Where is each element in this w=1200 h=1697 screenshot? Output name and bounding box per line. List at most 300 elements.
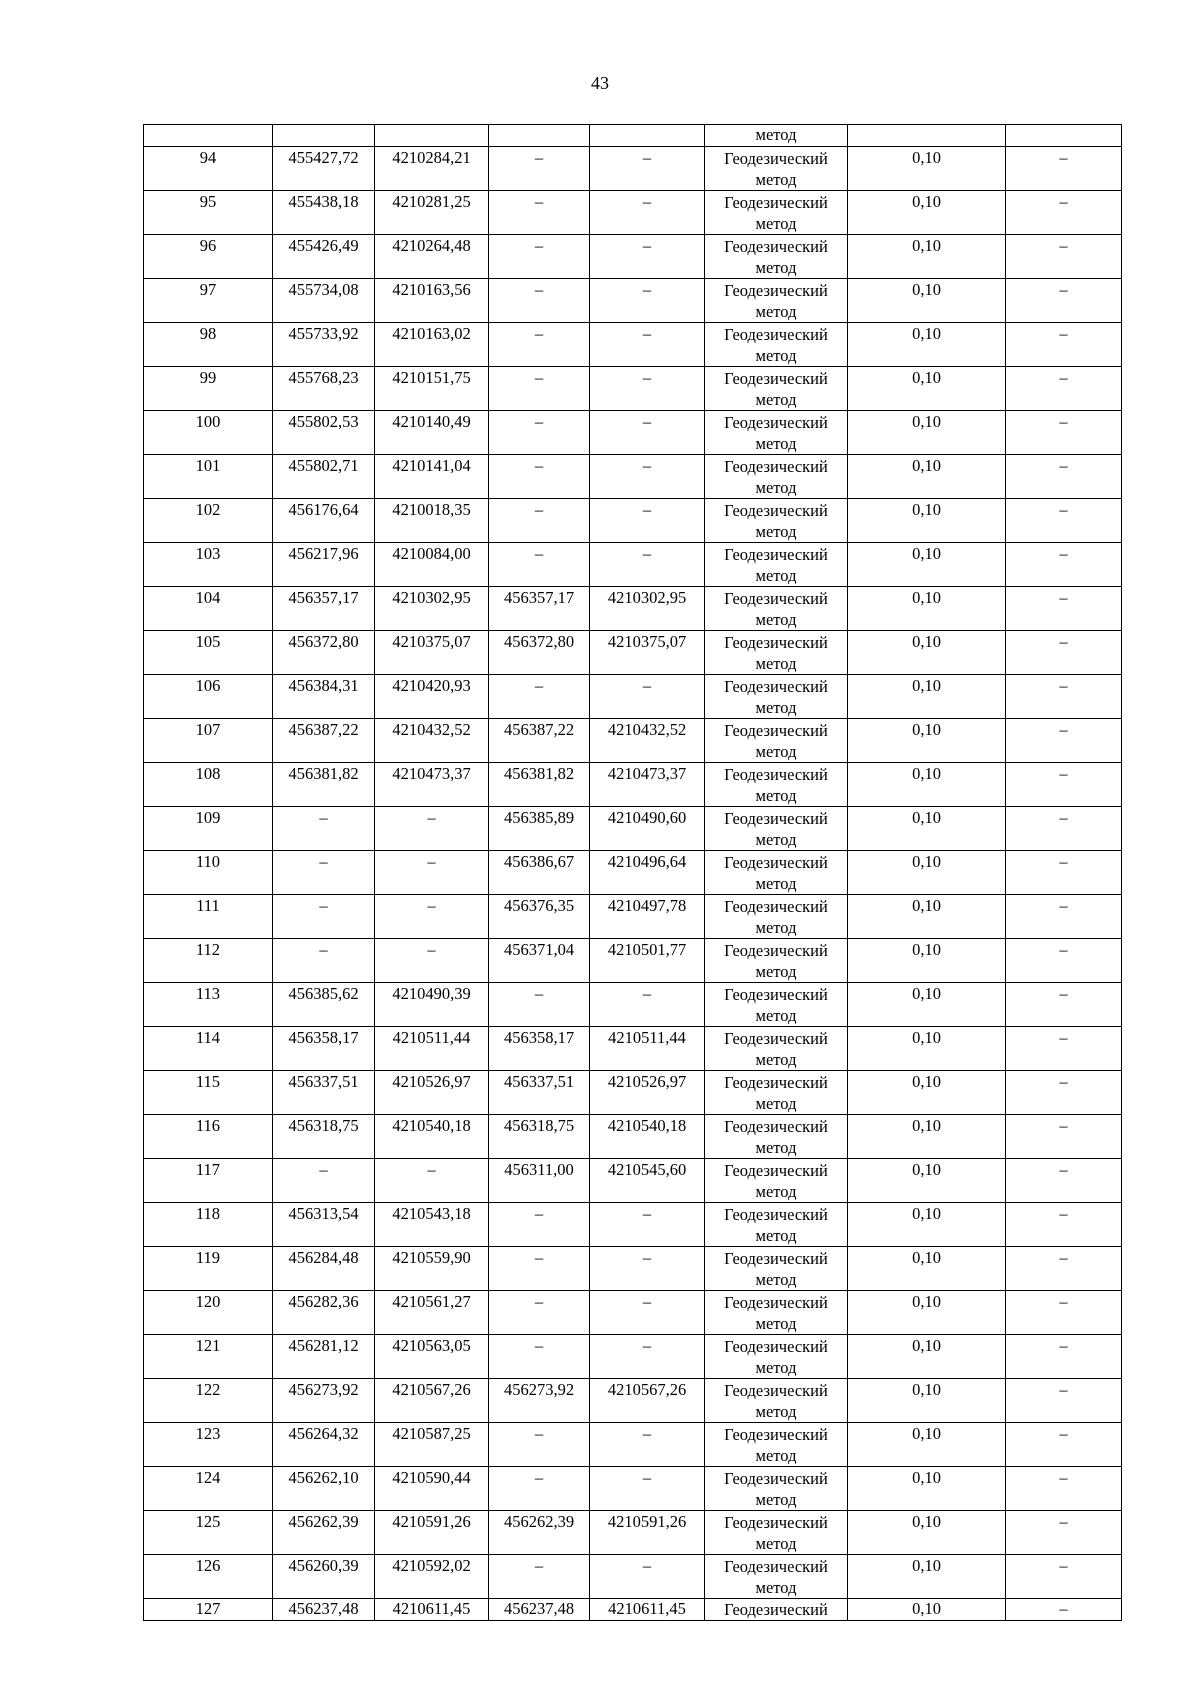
cell-y2: 4210511,44 [590,1027,705,1071]
cell-y1: 4210526,97 [375,1071,489,1115]
cell-y1: 4210375,07 [375,631,489,675]
cell-n [144,125,273,147]
cell-accuracy: 0,10 [848,807,1006,851]
cell-accuracy: 0,10 [848,1379,1006,1423]
cell-y2: 4210567,26 [590,1379,705,1423]
cell-y2: 4210611,45 [590,1599,705,1621]
table-row [144,939,1122,983]
cell-note: – [1006,1467,1122,1511]
cell-y2: 4210302,95 [590,587,705,631]
cell-y1: 4210543,18 [375,1203,489,1247]
method-line-1: Геодезический [724,325,828,344]
cell-y1: 4210540,18 [375,1115,489,1159]
cell-accuracy: 0,10 [848,455,1006,499]
cell-accuracy: 0,10 [848,411,1006,455]
method-line-1: Геодезический [724,545,828,564]
table-row [144,1291,1122,1335]
cell-y2: – [590,1423,705,1467]
method-line-2: метод [755,1446,797,1465]
cell-y2: – [590,1203,705,1247]
method-line-2: метод [755,390,797,409]
table-row [144,719,1122,763]
method-line-2: метод [755,742,797,761]
cell-y1: 4210590,44 [375,1467,489,1511]
method-line-2: метод [755,522,797,541]
cell-n: 120 [144,1291,273,1335]
cell-accuracy: 0,10 [848,279,1006,323]
method-line-2: метод [755,1578,797,1597]
cell-y1: 4210264,48 [375,235,489,279]
method-line-1: Геодезический [724,457,828,476]
cell-x2: – [489,191,590,235]
cell-note: – [1006,147,1122,191]
cell-y2: – [590,543,705,587]
cell-n: 107 [144,719,273,763]
cell-accuracy: 0,10 [848,895,1006,939]
method-line-2: метод [755,1270,797,1289]
cell-n: 114 [144,1027,273,1071]
cell-y2: 4210432,52 [590,719,705,763]
table-row [144,235,1122,279]
cell-note: – [1006,1511,1122,1555]
cell-x2: – [489,411,590,455]
method-line-2: метод [755,786,797,805]
cell-y1: 4210420,93 [375,675,489,719]
cell-y1: 4210561,27 [375,1291,489,1335]
cell-method [705,1511,848,1555]
cell-x1 [273,125,375,147]
cell-accuracy: 0,10 [848,983,1006,1027]
table-row [144,1247,1122,1291]
cell-x2: – [489,1555,590,1599]
method-line-2: метод [755,566,797,585]
table-row [144,587,1122,631]
cell-method [705,1599,848,1621]
cell-y1: – [375,895,489,939]
cell-accuracy: 0,10 [848,323,1006,367]
cell-note: – [1006,1379,1122,1423]
cell-x1: 455438,18 [273,191,375,235]
cell-x2: – [489,1291,590,1335]
cell-x2: 456371,04 [489,939,590,983]
cell-n: 110 [144,851,273,895]
cell-note: – [1006,411,1122,455]
cell-note: – [1006,1027,1122,1071]
cell-accuracy: 0,10 [848,675,1006,719]
cell-method [705,1335,848,1379]
method-line-1: Геодезический [724,1600,828,1619]
method-line-2: метод [755,830,797,849]
cell-n: 98 [144,323,273,367]
cell-accuracy: 0,10 [848,1555,1006,1599]
cell-y1: 4210302,95 [375,587,489,631]
cell-accuracy: 0,10 [848,367,1006,411]
cell-x2: 456357,17 [489,587,590,631]
cell-accuracy: 0,10 [848,587,1006,631]
cell-x1: 456372,80 [273,631,375,675]
cell-method [705,983,848,1027]
cell-n: 126 [144,1555,273,1599]
cell-y2: – [590,455,705,499]
method-line-2: метод [755,1226,797,1245]
cell-note: – [1006,1203,1122,1247]
cell-method [705,895,848,939]
cell-y2: 4210545,60 [590,1159,705,1203]
table-row [144,279,1122,323]
cell-y2: – [590,675,705,719]
cell-y1: 4210151,75 [375,367,489,411]
cell-y1: 4210140,49 [375,411,489,455]
cell-accuracy: 0,10 [848,1467,1006,1511]
method-line-2: метод [755,1314,797,1333]
cell-y1: – [375,807,489,851]
cell-method [705,1291,848,1335]
cell-n: 118 [144,1203,273,1247]
cell-method [705,191,848,235]
cell-x1: 455733,92 [273,323,375,367]
cell-x1: 455427,72 [273,147,375,191]
method-line-1: Геодезический [724,1161,828,1180]
method-line-2: метод [755,302,797,321]
cell-x2: – [489,1335,590,1379]
cell-x2: 456358,17 [489,1027,590,1071]
method-line-2: метод [755,478,797,497]
table-row [144,367,1122,411]
cell-x2: 456386,67 [489,851,590,895]
table-body [144,125,1122,1621]
table-row [144,895,1122,939]
cell-n: 117 [144,1159,273,1203]
cell-y2: 4210540,18 [590,1115,705,1159]
cell-note: – [1006,367,1122,411]
table-row [144,411,1122,455]
cell-x1: 456313,54 [273,1203,375,1247]
cell-method [705,1159,848,1203]
cell-n: 97 [144,279,273,323]
cell-y2: 4210591,26 [590,1511,705,1555]
cell-method [705,367,848,411]
method-line-1: Геодезический [724,501,828,520]
cell-x1: 456384,31 [273,675,375,719]
cell-x2: – [489,367,590,411]
cell-method [705,235,848,279]
cell-n: 125 [144,1511,273,1555]
cell-x2: 456318,75 [489,1115,590,1159]
cell-n: 127 [144,1599,273,1621]
table-row [144,455,1122,499]
cell-n: 100 [144,411,273,455]
cell-y1: 4210084,00 [375,543,489,587]
cell-method [705,323,848,367]
cell-x2: 456262,39 [489,1511,590,1555]
cell-method [705,807,848,851]
method-line-1: Геодезический [724,1073,828,1092]
method-line-1: Геодезический [724,677,828,696]
cell-x1: 456262,39 [273,1511,375,1555]
cell-accuracy: 0,10 [848,235,1006,279]
page-number: 43 [591,73,609,93]
cell-method [705,147,848,191]
cell-n: 119 [144,1247,273,1291]
cell-y1: 4210511,44 [375,1027,489,1071]
table-row [144,1511,1122,1555]
method-line-1: Геодезический [724,765,828,784]
cell-accuracy: 0,10 [848,1115,1006,1159]
cell-y2: 4210490,60 [590,807,705,851]
cell-y1: 4210018,35 [375,499,489,543]
cell-y2: 4210496,64 [590,851,705,895]
cell-x1: 456337,51 [273,1071,375,1115]
table-row [144,1555,1122,1599]
cell-y1: 4210587,25 [375,1423,489,1467]
method-line-1: Геодезический [724,1293,828,1312]
cell-y1: 4210591,26 [375,1511,489,1555]
cell-method [705,1467,848,1511]
cell-accuracy: 0,10 [848,1071,1006,1115]
cell-x1: 455802,71 [273,455,375,499]
cell-n: 121 [144,1335,273,1379]
cell-y2: – [590,147,705,191]
cell-y1: 4210432,52 [375,719,489,763]
cell-y2: 4210501,77 [590,939,705,983]
cell-x1: 455734,08 [273,279,375,323]
method-line-2: метод [755,258,797,277]
cell-x1: 456358,17 [273,1027,375,1071]
cell-n: 115 [144,1071,273,1115]
method-line-2: метод [755,434,797,453]
cell-y1: 4210563,05 [375,1335,489,1379]
table-row [144,807,1122,851]
cell-method [705,1203,848,1247]
cell-x1: 455426,49 [273,235,375,279]
cell-note: – [1006,895,1122,939]
cell-x2: – [489,235,590,279]
method-line-2: метод [755,610,797,629]
cell-x2: – [489,279,590,323]
cell-accuracy: 0,10 [848,631,1006,675]
table-row [144,851,1122,895]
cell-y1: 4210163,02 [375,323,489,367]
cell-x1: 456357,17 [273,587,375,631]
cell-y1: – [375,939,489,983]
method-line-2: метод [755,1534,797,1553]
cell-y1: 4210490,39 [375,983,489,1027]
method-line-1: Геодезический [724,237,828,256]
cell-method [705,1423,848,1467]
cell-x2: – [489,1203,590,1247]
table-row [144,323,1122,367]
cell-x2: – [489,1467,590,1511]
method-line-2: метод [755,874,797,893]
cell-x1: – [273,895,375,939]
cell-note: – [1006,1291,1122,1335]
cell-x1: 456381,82 [273,763,375,807]
cell-x1: 456273,92 [273,1379,375,1423]
cell-note: – [1006,587,1122,631]
method-line-1: Геодезический [724,589,828,608]
cell-x1: 456282,36 [273,1291,375,1335]
table-row [144,1599,1122,1621]
cell-note: – [1006,675,1122,719]
cell-accuracy: 0,10 [848,191,1006,235]
cell-y2: – [590,411,705,455]
cell-x1: 456385,62 [273,983,375,1027]
cell-x1: – [273,1159,375,1203]
cell-note: – [1006,939,1122,983]
cell-y2: 4210497,78 [590,895,705,939]
cell-n: 116 [144,1115,273,1159]
cell-y2: – [590,1335,705,1379]
cell-x1: 456237,48 [273,1599,375,1621]
method-line-1: Геодезический [724,1117,828,1136]
cell-x2: 456385,89 [489,807,590,851]
method-line-1: Геодезический [724,1513,828,1532]
cell-note: – [1006,1423,1122,1467]
cell-x2: 456273,92 [489,1379,590,1423]
method-line-1: Геодезический [724,1557,828,1576]
cell-y1: 4210559,90 [375,1247,489,1291]
cell-y2: 4210473,37 [590,763,705,807]
cell-n: 111 [144,895,273,939]
method-line-1: Геодезический [724,369,828,388]
method-line-2: метод [755,918,797,937]
cell-method [705,1115,848,1159]
cell-method [705,939,848,983]
cell-n: 122 [144,1379,273,1423]
cell-n: 102 [144,499,273,543]
method-line-2: метод [755,1358,797,1377]
table-row [144,543,1122,587]
cell-n: 112 [144,939,273,983]
cell-x2: – [489,323,590,367]
cell-n: 103 [144,543,273,587]
method-line-1: Геодезический [724,1249,828,1268]
cell-x2: 456376,35 [489,895,590,939]
cell-y1: 4210473,37 [375,763,489,807]
cell-y2: – [590,235,705,279]
coordinates-table [143,124,1122,1621]
cell-x2: – [489,455,590,499]
cell-n: 95 [144,191,273,235]
cell-accuracy: 0,10 [848,1159,1006,1203]
table-row [144,1379,1122,1423]
cell-y1: 4210281,25 [375,191,489,235]
cell-x1: 456217,96 [273,543,375,587]
cell-method [705,631,848,675]
cell-method [705,1379,848,1423]
cell-x2: 456381,82 [489,763,590,807]
cell-x1: 456284,48 [273,1247,375,1291]
cell-note: – [1006,499,1122,543]
method-line-2: метод [755,1402,797,1421]
cell-n: 124 [144,1467,273,1511]
cell-x2: 456311,00 [489,1159,590,1203]
method-line-2: метод [755,698,797,717]
table-row [144,1335,1122,1379]
cell-method [705,411,848,455]
cell-accuracy: 0,10 [848,851,1006,895]
cell-accuracy: 0,10 [848,719,1006,763]
cell-note: – [1006,323,1122,367]
cell-note: – [1006,235,1122,279]
cell-accuracy: 0,10 [848,1599,1006,1621]
method-line-2: метод [755,1094,797,1113]
cell-x2: 456337,51 [489,1071,590,1115]
cell-x1: 456262,10 [273,1467,375,1511]
cell-accuracy: 0,10 [848,1203,1006,1247]
cell-y2: 4210526,97 [590,1071,705,1115]
cell-x1: 455802,53 [273,411,375,455]
cell-x1: – [273,939,375,983]
method-line-1: Геодезический [724,149,828,168]
method-line-1: Геодезический [724,1381,828,1400]
cell-note: – [1006,851,1122,895]
cell-method [705,1247,848,1291]
cell-y1: 4210163,56 [375,279,489,323]
table-row [144,1071,1122,1115]
cell-y2: – [590,1291,705,1335]
cell-note: – [1006,631,1122,675]
cell-x2: – [489,1423,590,1467]
cell-note: – [1006,1247,1122,1291]
method-line-1: Геодезический [724,1425,828,1444]
method-line-1: Геодезический [724,193,828,212]
table-row [144,1027,1122,1071]
cell-y2: – [590,983,705,1027]
cell-note: – [1006,1071,1122,1115]
cell-x2: – [489,983,590,1027]
cell-method [705,851,848,895]
table-row [144,1159,1122,1203]
cell-x2: – [489,543,590,587]
method-line-2: метод [755,1050,797,1069]
method-line-1: Геодезический [724,941,828,960]
method-line-1: Геодезический [724,809,828,828]
method-line-2: метод [755,1006,797,1025]
cell-method [705,279,848,323]
cell-note [1006,125,1122,147]
method-line-1: Геодезический [724,1029,828,1048]
method-line-2: метод [755,1490,797,1509]
method-line-1: Геодезический [724,633,828,652]
method-line-1: Геодезический [724,853,828,872]
method-line-1: Геодезический [724,897,828,916]
cell-x2 [489,125,590,147]
method-line-2: метод [755,1138,797,1157]
cell-method: метод [705,125,848,147]
method-line-1: Геодезический [724,1469,828,1488]
cell-y2: – [590,367,705,411]
cell-y2: – [590,499,705,543]
cell-y2: 4210375,07 [590,631,705,675]
cell-x2: 456387,22 [489,719,590,763]
method-line-1: Геодезический [724,985,828,1004]
cell-method [705,455,848,499]
cell-x2: – [489,147,590,191]
cell-note: – [1006,807,1122,851]
cell-n: 109 [144,807,273,851]
method-line-1: Геодезический [724,721,828,740]
cell-accuracy: 0,10 [848,763,1006,807]
table-row [144,147,1122,191]
cell-n: 123 [144,1423,273,1467]
cell-accuracy: 0,10 [848,1027,1006,1071]
cell-method [705,1027,848,1071]
cell-note: – [1006,1335,1122,1379]
cell-x1: 455768,23 [273,367,375,411]
table-row [144,675,1122,719]
method-line-2: метод [755,962,797,981]
